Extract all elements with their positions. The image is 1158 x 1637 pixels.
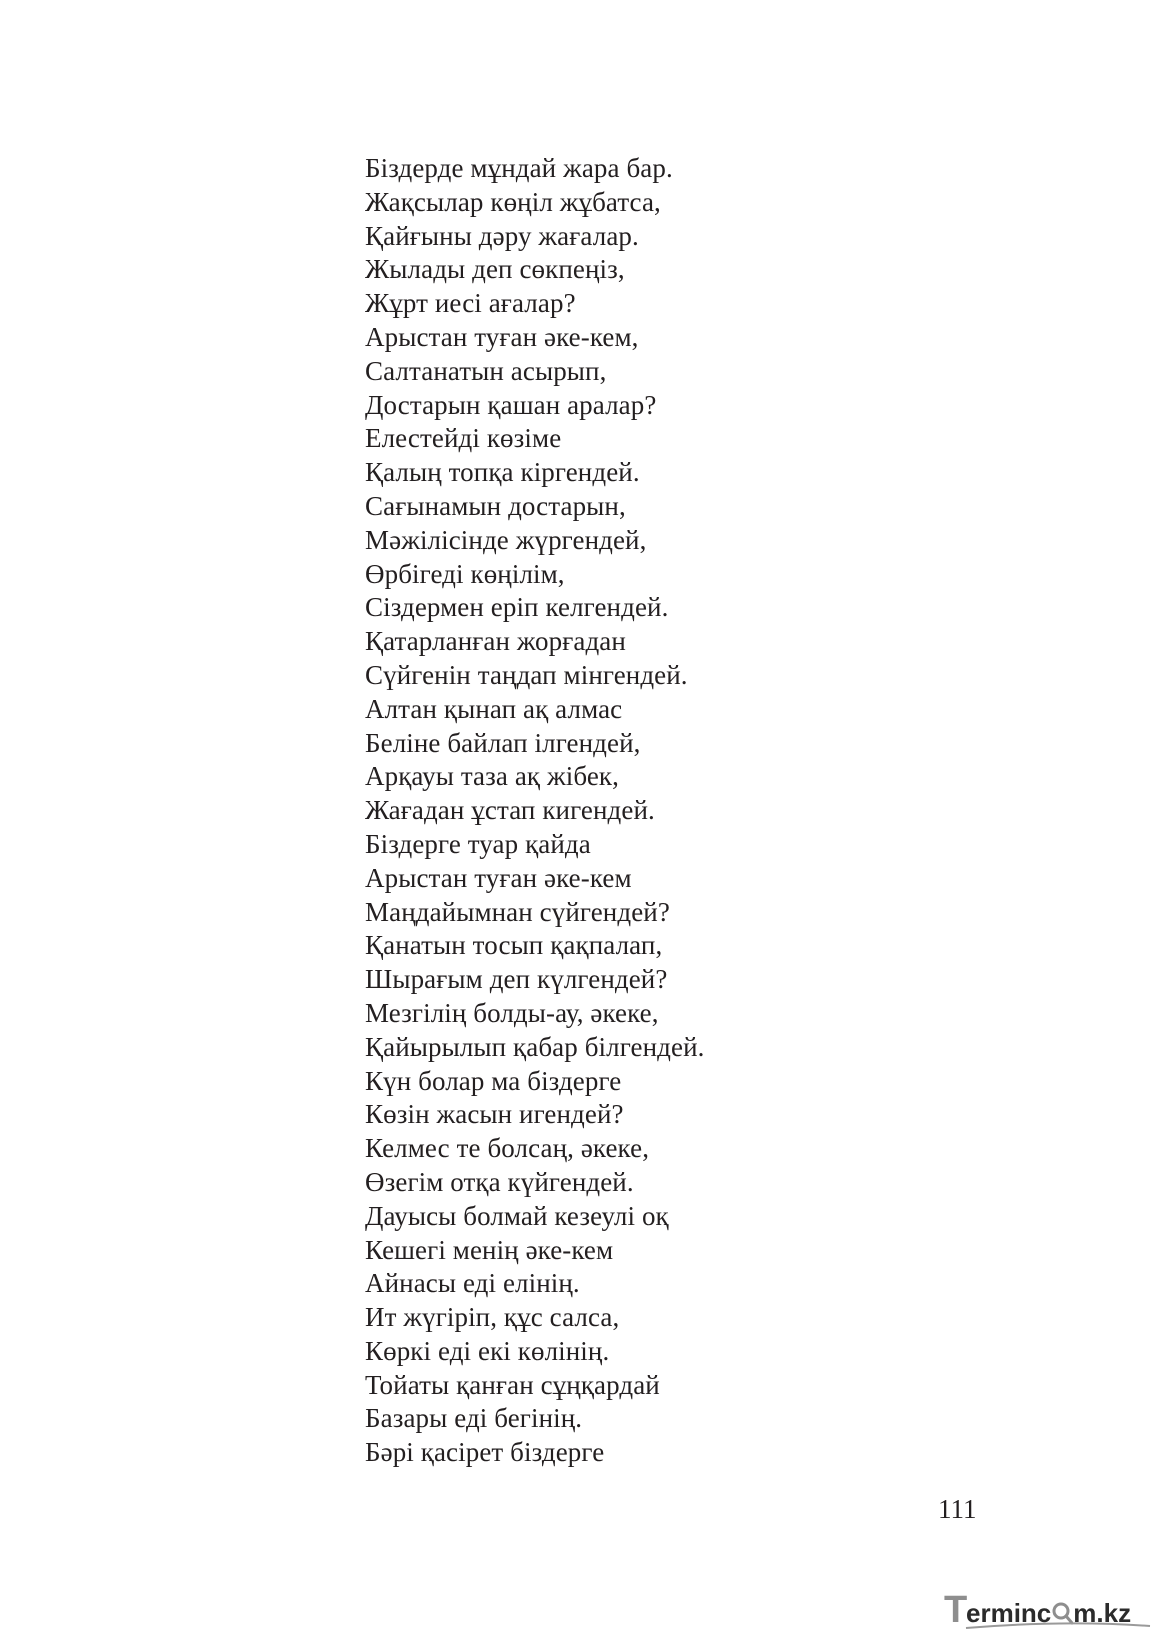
poem-line: Беліне байлап ілгендей, [365, 727, 641, 758]
poem-line: Жұрт иесі ағалар? [365, 288, 576, 319]
page-number: 111 [938, 1494, 977, 1524]
poem-line: Маңдайымнан сүйгендей? [365, 896, 670, 927]
poem-line: Ит жүгіріп, құс салса, [365, 1302, 620, 1333]
poem-line: Мезгілің болды-ау, әкеке, [365, 997, 659, 1028]
logo-initial: T [944, 1589, 968, 1631]
poem-line: Дауысы болмай кезеулі оқ [365, 1200, 669, 1231]
poem-line: Жылады деп сөкпеңіз, [365, 254, 625, 285]
poem-line: Арқауы таза ақ жібек, [365, 761, 619, 792]
poem-line: Достарын қашан аралар? [365, 389, 657, 420]
poem-line: Қанатын тосып қақпалап, [365, 930, 663, 961]
poem-line: Базары еді бегінің. [365, 1403, 583, 1434]
poem-line: Жағадан ұстап кигендей. [365, 795, 655, 826]
poem-line: Кешегі менің әке-кем [365, 1234, 614, 1265]
termincom-logo [944, 1590, 1154, 1630]
poem-line: Өзегім отқа күйгендей. [365, 1166, 634, 1197]
poem-line: Тойаты қанған сұңқардай [365, 1369, 660, 1400]
poem-line: Қатарланған жорғадан [365, 626, 626, 657]
poem-line: Сіздермен еріп келгендей. [365, 592, 669, 623]
poem-text [365, 152, 705, 1470]
poem-line: Сүйгенін таңдап мінгендей. [365, 659, 688, 690]
poem-line: Арыстан туған әке-кем, [365, 321, 639, 352]
poem-line: Қайырылып қабар білгендей. [365, 1031, 705, 1062]
poem-line: Арыстан туған әке-кем [365, 862, 632, 893]
poem-line: Салтанатын асырып, [365, 355, 607, 386]
poem-line: Келмес те болсаң, әкеке, [365, 1133, 650, 1164]
logo-wordmark-suffix: m.kz [1073, 1598, 1132, 1628]
poem-line: Қайғыны дәру жағалар. [365, 220, 639, 251]
poem-line: Айнасы еді елінің. [365, 1268, 580, 1299]
poem-line: Бәрі қасірет біздерге [365, 1437, 605, 1468]
poem-line: Біздерге туар қайда [365, 828, 591, 859]
logo-swoosh [944, 1590, 1154, 1630]
poem-line: Біздерде мұндай жара бар. [365, 153, 673, 183]
poem-line: Көркі еді екі көлінің. [365, 1335, 610, 1366]
poem-line: Өрбігеді көңілім, [365, 558, 565, 589]
logo-wordmark-prefix: erminc [966, 1598, 1052, 1628]
poem-line: Шырағым деп күлгендей? [365, 964, 668, 995]
poem-line: Сағынамын достарын, [365, 490, 626, 521]
poem-line: Елестейді көзіме [365, 423, 562, 454]
poem-line: Күн болар ма біздерге [365, 1065, 622, 1096]
poem-line: Жақсылар көңіл жұбатса, [365, 186, 661, 217]
poem-line: Мәжілісінде жүргендей, [365, 524, 647, 555]
poem-line: Қалың топқа кіргендей. [365, 457, 640, 488]
poem-line: Алтан қынап ақ алмас [365, 693, 623, 724]
poem-line: Көзін жасын игендей? [365, 1099, 624, 1130]
